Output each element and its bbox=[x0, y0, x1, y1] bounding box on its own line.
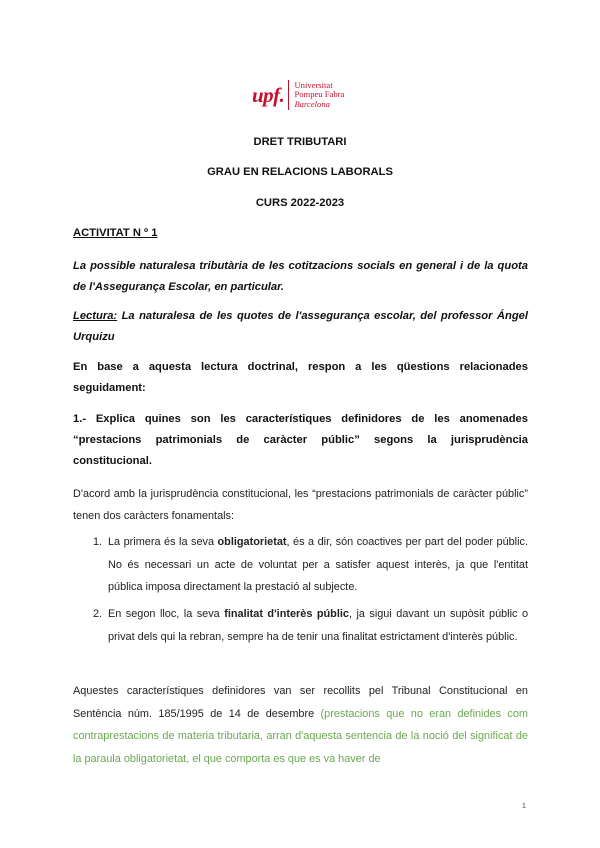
course-year-title: CURS 2022-2023 bbox=[255, 197, 345, 209]
logo-line-2: Pompeu Fabra bbox=[294, 89, 345, 100]
page-number: 1 bbox=[522, 803, 526, 810]
reading-reference bbox=[73, 306, 528, 348]
question-1: 1.- Explica quines son les característiques definidores de les anomenades “prestacions patrimonials de caràcter públic” segons la jurisprudència constitucional. bbox=[73, 413, 528, 467]
logo-institution-name bbox=[294, 81, 344, 110]
key-term: obligatorietat bbox=[217, 536, 287, 548]
reading-title: La naturalesa de les quotes de l'assegurança escolar, del professor Ángel Urquizu bbox=[73, 310, 528, 343]
activity-label: ACTIVITAT N º 1 bbox=[73, 227, 158, 239]
list-item bbox=[93, 531, 528, 599]
reading-prefix: Lectura: bbox=[73, 310, 118, 322]
logo-line-1: Universitat bbox=[294, 79, 333, 90]
answer-intro: D'acord amb la jurisprudència constitucional, les “prestacions patrimonials de caràcter públic” tenen dos caràcters fonamentals: bbox=[73, 488, 528, 522]
upf-logo bbox=[252, 78, 344, 112]
course-subject-title: DRET TRIBUTARI bbox=[253, 136, 347, 148]
closing-note-green: (prestacions que no eran definides com contraprestacions de materia tributaria, arran d'aquesta sentencia de la noció del significat de la paraula obligatorietat, el que comporta es que es va haver de bbox=[73, 707, 528, 765]
upf-logo-mark: upf. bbox=[252, 82, 285, 107]
list-item-number: 2. bbox=[93, 608, 103, 620]
list-item-number: 1. bbox=[93, 536, 103, 548]
answer-closing bbox=[73, 680, 528, 770]
logo-divider bbox=[288, 80, 289, 110]
list-item-text: La primera és la seva obligatorietat, és a dir, són coactives per part del poder públic. No és necessari un acte de voluntat per a satisfer aquest interès, ja que l'entitat pública imposa directament la prestació al subjecte. bbox=[108, 536, 528, 593]
logo-line-3: Barcelona bbox=[294, 98, 330, 109]
key-term: finalitat d'interès públic bbox=[224, 608, 349, 620]
list-item bbox=[93, 603, 528, 648]
instruction-text: En base a aquesta lectura doctrinal, respon a les qüestions relacionades seguidament: bbox=[73, 361, 528, 394]
degree-title: GRAU EN RELACIONS LABORALS bbox=[207, 166, 393, 178]
activity-topic: La possible naturalesa tributària de les cotitzacions socials en general i de la quota de l'Assegurança Escolar, en particular. bbox=[73, 260, 528, 293]
closing-text: Aquestes característiques definidores van ser recollits pel Tribunal Constitucional en Sentència núm. 185/1995 de 14 de desembre bbox=[73, 685, 528, 720]
list-item-text: En segon lloc, la seva finalitat d'interès públic, ja sigui davant un supòsit públic o privat dels qui la rebran, sempre ha de tenir una finalitat estrictament d'interès públic. bbox=[108, 608, 528, 643]
